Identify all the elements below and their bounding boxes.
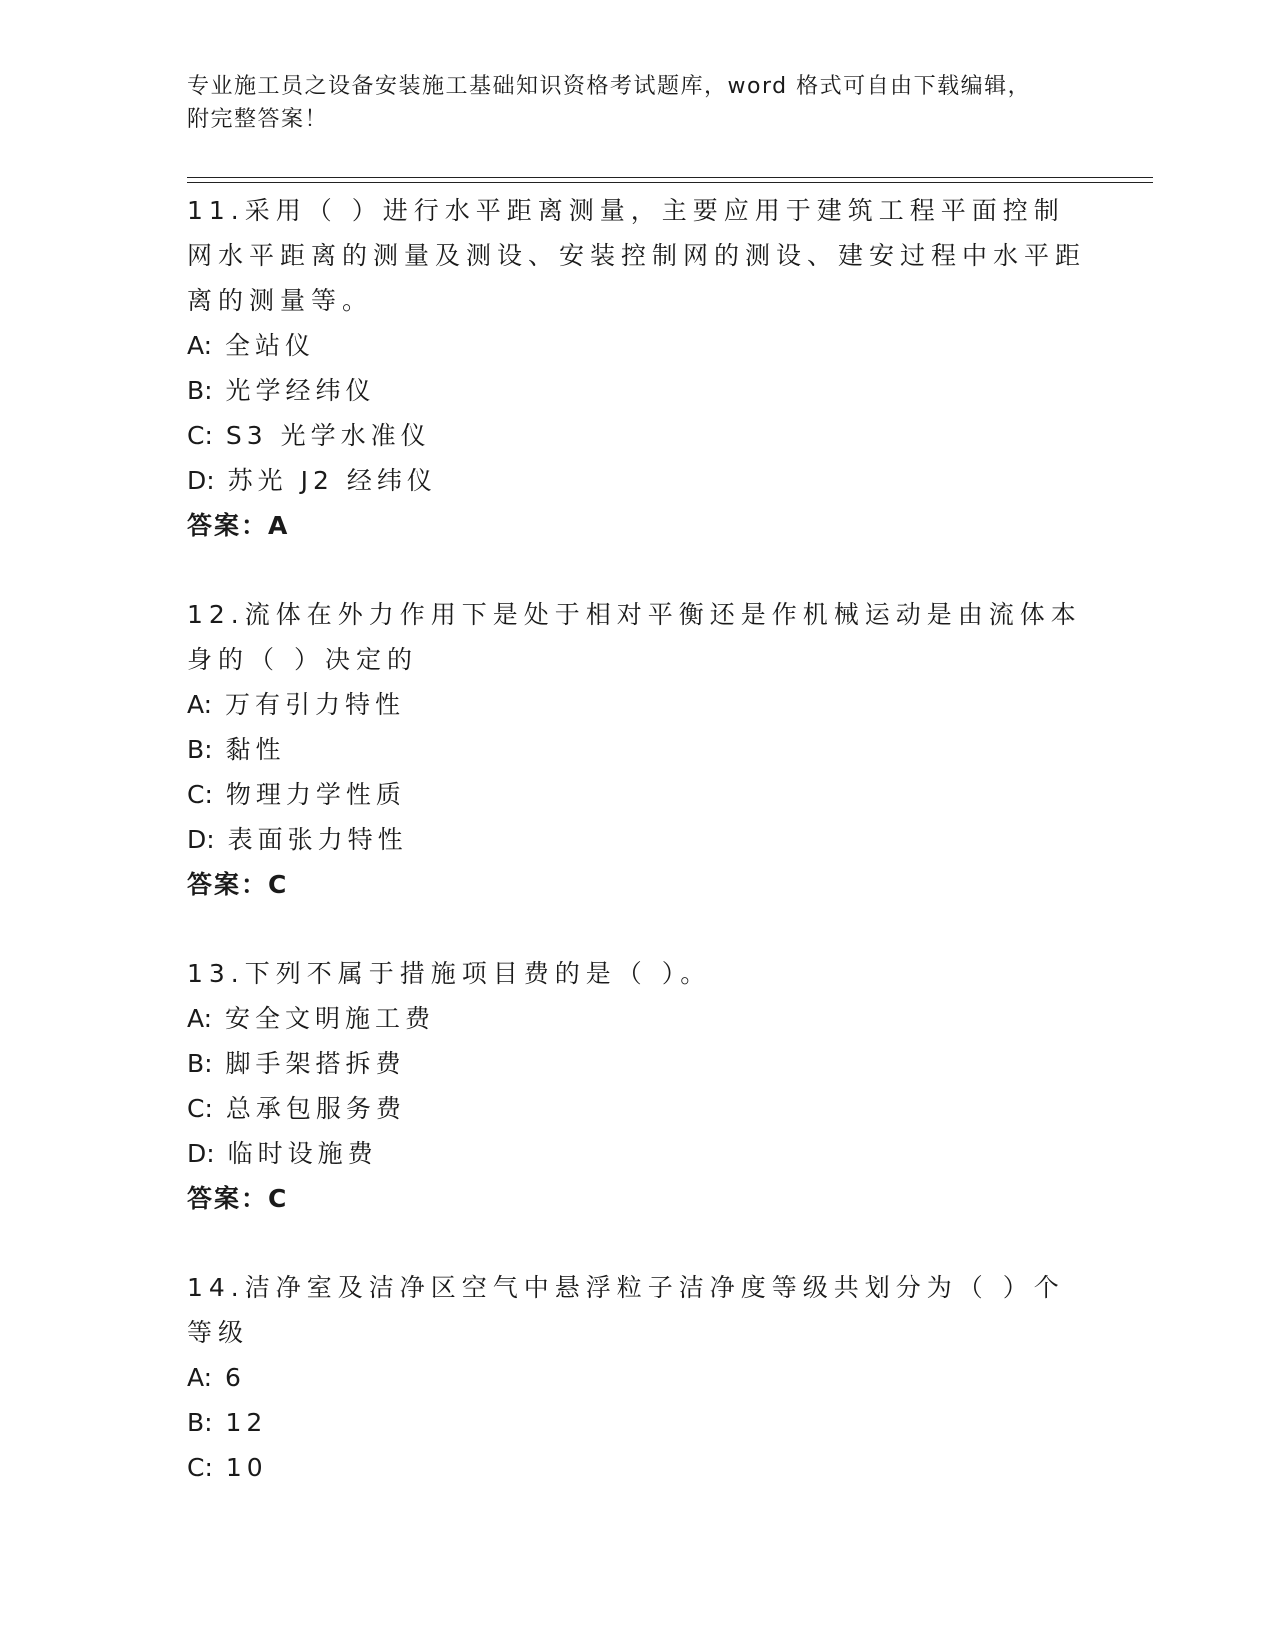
option-text: S3 光学水准仪 [225, 421, 431, 450]
option-c [187, 1086, 1087, 1131]
header-divider-top [187, 177, 1153, 178]
option-text: 光学经纬仪 [225, 376, 376, 405]
option-a [187, 1355, 1087, 1400]
option-b [187, 1041, 1087, 1086]
option-d [187, 1131, 1087, 1176]
option-b [187, 368, 1087, 413]
option-text: 全站仪 [225, 331, 316, 360]
option-letter: C: [187, 1094, 213, 1123]
option-letter: A: [187, 331, 213, 360]
option-letter: D: [187, 825, 215, 854]
option-text: 黏性 [225, 735, 286, 764]
option-a [187, 323, 1087, 368]
option-text: 脚手架搭拆费 [225, 1049, 406, 1078]
option-letter: C: [187, 421, 213, 450]
option-letter: A: [187, 1363, 213, 1392]
option-d [187, 458, 1087, 503]
option-c [187, 413, 1087, 458]
option-a [187, 682, 1087, 727]
option-letter: D: [187, 1139, 215, 1168]
question-12 [187, 592, 1087, 907]
option-text: 12 [225, 1408, 268, 1437]
option-d [187, 817, 1087, 862]
question-list [187, 188, 1087, 1534]
option-c [187, 772, 1087, 817]
option-c [187, 1445, 1087, 1490]
option-text: 表面张力特性 [227, 825, 408, 854]
question-stem: 13.下列不属于措施项目费的是（ ）。 [187, 959, 712, 988]
option-letter: B: [187, 1049, 213, 1078]
option-letter: C: [187, 1453, 213, 1482]
option-b [187, 1400, 1087, 1445]
option-letter: A: [187, 1004, 213, 1033]
option-letter: D: [187, 466, 215, 495]
option-text: 安全文明施工费 [225, 1004, 436, 1033]
option-text: 6 [225, 1363, 246, 1392]
option-letter: B: [187, 376, 213, 405]
option-text: 总承包服务费 [225, 1094, 406, 1123]
header-line-2: 附完整答案！ [187, 107, 329, 132]
option-text: 临时设施费 [227, 1139, 378, 1168]
option-text: 苏光 J2 经纬仪 [227, 466, 437, 495]
answer-label: 答案：C [187, 870, 289, 899]
question-14 [187, 1265, 1087, 1490]
option-a [187, 996, 1087, 1041]
question-11 [187, 188, 1087, 548]
option-b [187, 727, 1087, 772]
header-divider-bottom [187, 182, 1153, 183]
question-13 [187, 951, 1087, 1221]
option-text: 万有引力特性 [225, 690, 406, 719]
answer-label: 答案：A [187, 511, 290, 540]
question-stem: 14.洁净室及洁净区空气中悬浮粒子洁净度等级共划分为（ ）个等级 [187, 1273, 1065, 1347]
document-header [187, 70, 1087, 136]
header-line-1: 专业施工员之设备安装施工基础知识资格考试题库，word 格式可自由下载编辑， [187, 74, 1032, 99]
option-letter: A: [187, 690, 213, 719]
option-text: 10 [225, 1453, 268, 1482]
option-letter: C: [187, 780, 213, 809]
question-stem: 11.采用（ ）进行水平距离测量，主要应用于建筑工程平面控制网水平距离的测量及测设、安装控制网的测设、建安过程中水平距离的测量等。 [187, 196, 1087, 315]
option-letter: B: [187, 1408, 213, 1437]
answer-label: 答案：C [187, 1184, 289, 1213]
option-letter: B: [187, 735, 213, 764]
question-stem: 12.流体在外力作用下是处于相对平衡还是作机械运动是由流体本身的（ ）决定的 [187, 600, 1082, 674]
option-text: 物理力学性质 [225, 780, 406, 809]
